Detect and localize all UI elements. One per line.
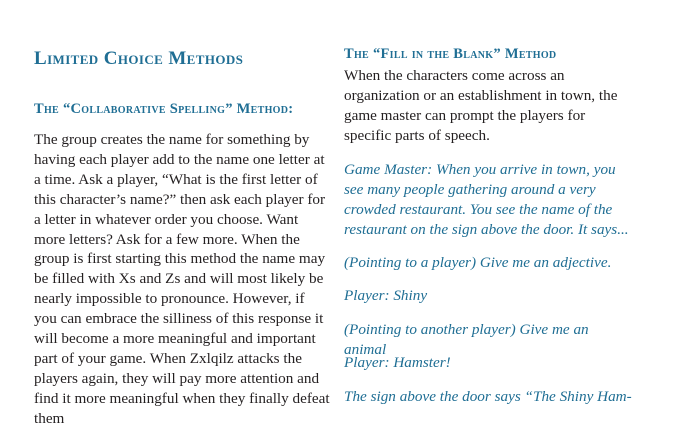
dialogue-prompt-adjective: (Pointing to a player) Give me an adjective. xyxy=(344,254,612,271)
subsection-title-collaborative-spelling: The “Collaborative Spelling” Method: xyxy=(34,101,294,117)
dialogue-sign-result: The sign above the door says “The Shiny Ham- xyxy=(344,388,632,405)
subsection-title-fill-in-the-blank: The “Fill in the Blank” Method xyxy=(344,46,557,62)
dialogue-prompt-animal: (Pointing to another player) Give me an animal xyxy=(344,321,589,358)
dialogue-player-answer-animal: Player: Hamster! xyxy=(344,354,451,371)
dialogue-game-master-line: Game Master: When you arrive in town, you see many people gathering around a very crowded restaurant. You see the name of the restaurant on the sign above the door. It says... xyxy=(344,161,629,238)
collaborative-spelling-paragraph: The group creates the name for something by having each player add to the name one letter at a time. Ask a player, “What is the first letter of this character’s name?” then ask each player for a letter in whatever order you choose. Want more letters? Ask for a few more. When the group is first starting this method the name may be filled with Xs and Zs and will most likely be nearly impossible to pronounce. However, if you can embrace the silliness of this response it will become a more meaningful and important part of your game. When Zxlqilz attacks the players again, they will pay more attention and find it more meaningful when they finally defeat them xyxy=(34,131,330,427)
section-title: Limited Choice Methods xyxy=(34,48,244,69)
dialogue-player-answer-adjective: Player: Shiny xyxy=(344,287,428,304)
fill-in-the-blank-paragraph: When the characters come across an organization or an establishment in town, the game master can prompt the players for specific parts of speech. xyxy=(344,67,618,144)
